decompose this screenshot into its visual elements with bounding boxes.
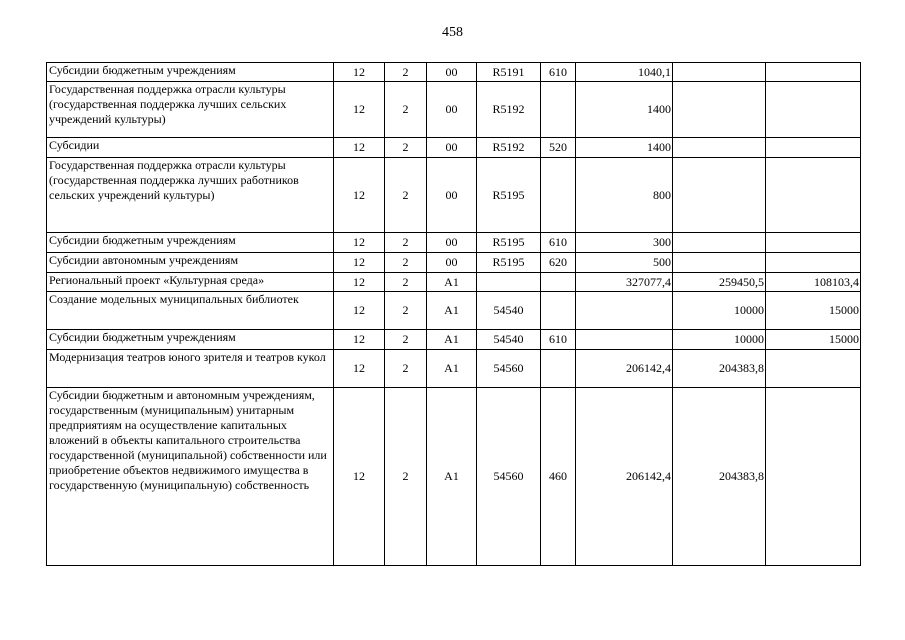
table-row [47, 233, 861, 253]
amount-year-1: 206142,4 [576, 388, 673, 566]
section-code: 12 [334, 330, 385, 350]
amount-year-3 [766, 158, 861, 233]
subsection-code: 2 [385, 350, 427, 388]
table-row [47, 350, 861, 388]
row-name: Субсидии бюджетным учреждениям [47, 63, 334, 82]
table-row [47, 388, 861, 566]
amount-year-2: 204383,8 [673, 350, 766, 388]
subsection-code: 2 [385, 82, 427, 138]
subsection-code: 2 [385, 158, 427, 233]
amount-year-2: 10000 [673, 292, 766, 330]
row-name: Субсидии бюджетным учреждениям [47, 330, 334, 350]
expense-type-code: 610 [541, 233, 576, 253]
amount-year-2 [673, 63, 766, 82]
amount-year-2 [673, 82, 766, 138]
section-code: 12 [334, 82, 385, 138]
amount-year-1: 500 [576, 253, 673, 273]
subsection-code: 2 [385, 273, 427, 292]
amount-year-1: 327077,4 [576, 273, 673, 292]
amount-year-2 [673, 158, 766, 233]
program-code: A1 [427, 388, 477, 566]
expense-type-code: 460 [541, 388, 576, 566]
amount-year-3 [766, 82, 861, 138]
target-code: R5192 [477, 82, 541, 138]
amount-year-3 [766, 233, 861, 253]
row-name: Региональный проект «Культурная среда» [47, 273, 334, 292]
target-code: 54560 [477, 350, 541, 388]
section-code: 12 [334, 233, 385, 253]
table-row [47, 63, 861, 82]
amount-year-3 [766, 388, 861, 566]
row-name: Государственная поддержка отрасли культуры (государственная поддержка лучших работников сельских учреждений культуры) [47, 158, 334, 233]
target-code: R5192 [477, 138, 541, 158]
amount-year-1 [576, 330, 673, 350]
program-code: 00 [427, 63, 477, 82]
amount-year-2 [673, 253, 766, 273]
target-code: 54540 [477, 292, 541, 330]
amount-year-1: 1400 [576, 138, 673, 158]
expense-type-code: 520 [541, 138, 576, 158]
subsection-code: 2 [385, 63, 427, 82]
amount-year-2: 259450,5 [673, 273, 766, 292]
table-row [47, 253, 861, 273]
amount-year-2 [673, 138, 766, 158]
program-code: 00 [427, 233, 477, 253]
table-row [47, 273, 861, 292]
program-code: A1 [427, 330, 477, 350]
amount-year-1: 800 [576, 158, 673, 233]
amount-year-3 [766, 253, 861, 273]
row-name: Модернизация театров юного зрителя и театров кукол [47, 350, 334, 388]
amount-year-3: 15000 [766, 330, 861, 350]
table-row [47, 138, 861, 158]
amount-year-1: 206142,4 [576, 350, 673, 388]
target-code: R5191 [477, 63, 541, 82]
expense-type-code: 610 [541, 330, 576, 350]
table-row [47, 158, 861, 233]
subsection-code: 2 [385, 138, 427, 158]
section-code: 12 [334, 292, 385, 330]
section-code: 12 [334, 388, 385, 566]
section-code: 12 [334, 158, 385, 233]
amount-year-1 [576, 292, 673, 330]
expense-type-code: 610 [541, 63, 576, 82]
section-code: 12 [334, 63, 385, 82]
amount-year-2 [673, 233, 766, 253]
row-name: Субсидии бюджетным и автономным учреждениям, государственным (муниципальным) унитарным предприятиям на осуществление капитальных вложений в объекты капитального строительства государственной (муниципальной) собственности или приобретение объектов недвижимого имущества в государственную (муниципальную) собственность [47, 388, 334, 566]
program-code: 00 [427, 82, 477, 138]
target-code: R5195 [477, 233, 541, 253]
program-code: 00 [427, 158, 477, 233]
budget-table [46, 62, 861, 566]
amount-year-1: 300 [576, 233, 673, 253]
expense-type-code [541, 158, 576, 233]
expense-type-code [541, 292, 576, 330]
section-code: 12 [334, 273, 385, 292]
section-code: 12 [334, 253, 385, 273]
target-code [477, 273, 541, 292]
expense-type-code [541, 273, 576, 292]
amount-year-1: 1040,1 [576, 63, 673, 82]
section-code: 12 [334, 138, 385, 158]
table-row [47, 82, 861, 138]
expense-type-code: 620 [541, 253, 576, 273]
target-code: R5195 [477, 253, 541, 273]
expense-type-code [541, 82, 576, 138]
amount-year-1: 1400 [576, 82, 673, 138]
amount-year-3 [766, 63, 861, 82]
amount-year-3 [766, 350, 861, 388]
row-name: Создание модельных муниципальных библиотек [47, 292, 334, 330]
page-number: 458 [442, 25, 463, 40]
program-code: A1 [427, 292, 477, 330]
amount-year-3: 15000 [766, 292, 861, 330]
amount-year-2: 10000 [673, 330, 766, 350]
row-name: Государственная поддержка отрасли культуры (государственная поддержка лучших сельских учреждений культуры) [47, 82, 334, 138]
program-code: A1 [427, 273, 477, 292]
subsection-code: 2 [385, 233, 427, 253]
program-code: 00 [427, 253, 477, 273]
row-name: Субсидии [47, 138, 334, 158]
subsection-code: 2 [385, 253, 427, 273]
expense-type-code [541, 350, 576, 388]
row-name: Субсидии автономным учреждениям [47, 253, 334, 273]
target-code: 54540 [477, 330, 541, 350]
target-code: R5195 [477, 158, 541, 233]
program-code: A1 [427, 350, 477, 388]
section-code: 12 [334, 350, 385, 388]
subsection-code: 2 [385, 330, 427, 350]
amount-year-2: 204383,8 [673, 388, 766, 566]
table-row [47, 330, 861, 350]
program-code: 00 [427, 138, 477, 158]
row-name: Субсидии бюджетным учреждениям [47, 233, 334, 253]
table-row [47, 292, 861, 330]
subsection-code: 2 [385, 292, 427, 330]
amount-year-3 [766, 138, 861, 158]
subsection-code: 2 [385, 388, 427, 566]
amount-year-3: 108103,4 [766, 273, 861, 292]
target-code: 54560 [477, 388, 541, 566]
